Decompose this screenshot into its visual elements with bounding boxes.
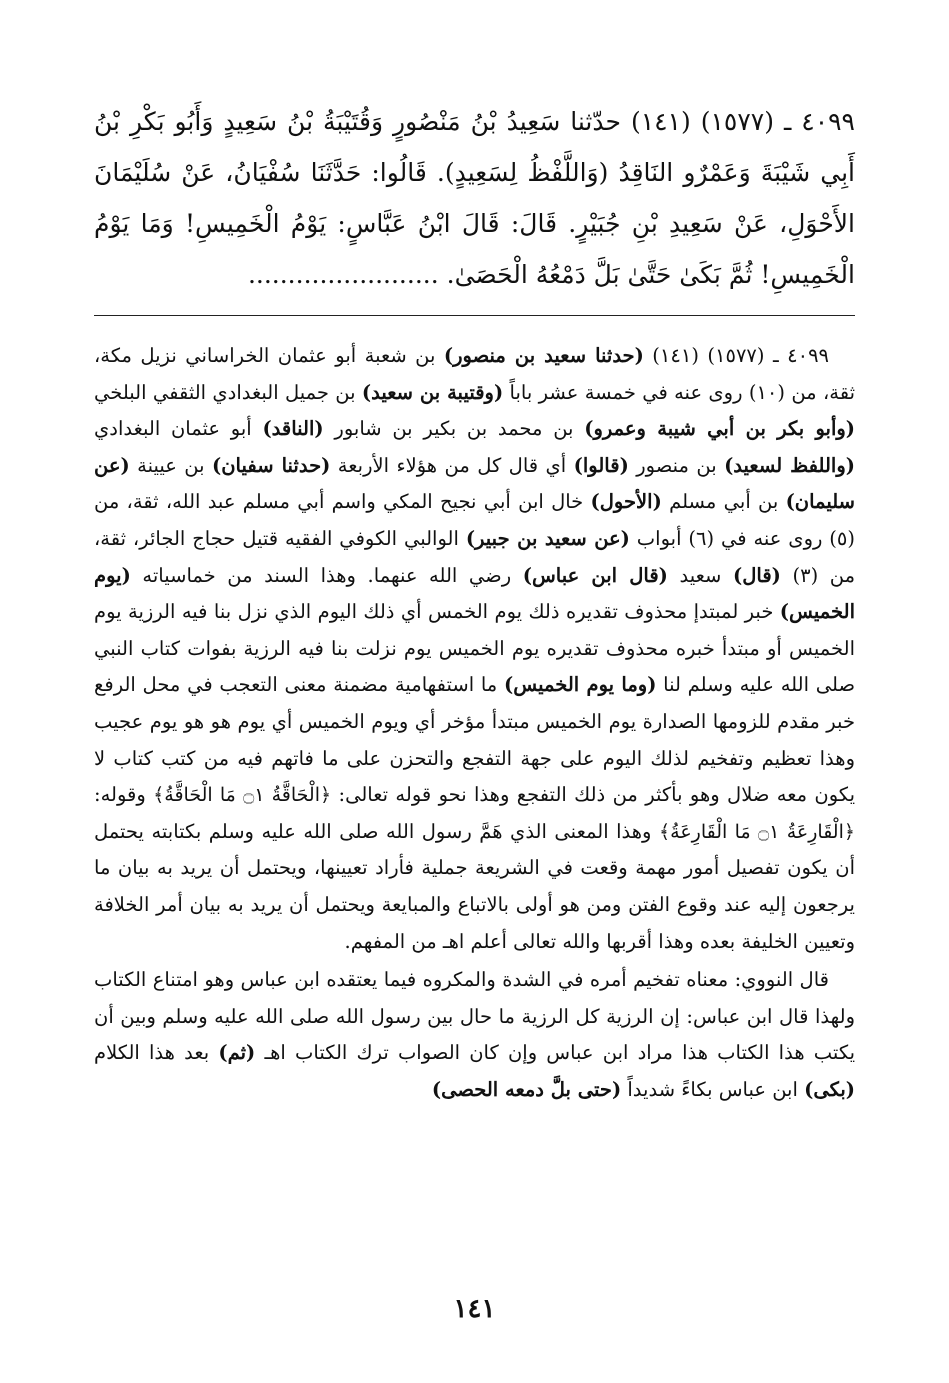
commentary-quote: (ثم) bbox=[218, 1041, 256, 1065]
commentary-segment: خال ابن أبي نجيح المكي واسم أبي مسلم عبد الله، ثقة، من (٥) روى عنه في (٦) أبواب bbox=[94, 490, 855, 550]
commentary-segment: ابن عباس بكاءً شديداً bbox=[627, 1077, 798, 1101]
commentary-segment: خبر لمبتدإ محذوف تقديره ذلك يوم الخمس أي ذلك اليوم الذي نزل بنا فيه الرزية يوم الخميس أو مبتدأ خبره محذوف تقديره يوم الخميس يوم نزلت بنا فيه الرزية بفوات كتاب النبي صلى الله عليه وسلم لنا bbox=[94, 600, 855, 697]
commentary-paragraph bbox=[94, 962, 855, 1108]
quran-verse: ﴿الْحَاقَّةُ ۝١ مَا الْحَاقَّةُ﴾ bbox=[153, 784, 332, 807]
commentary-paragraph bbox=[94, 338, 855, 960]
commentary-quote: (حتى بلَّ دمعه الحصى) bbox=[431, 1077, 622, 1101]
commentary-segment: بن منصور bbox=[636, 453, 717, 477]
commentary-quote: (حدثنا سعيد بن منصور) bbox=[443, 344, 644, 367]
commentary-quote: (وقتيبة بن سعيد) bbox=[361, 380, 504, 404]
commentary-quote: (بكى) bbox=[804, 1077, 855, 1101]
commentary-segment: أبو عثمان البغدادي bbox=[94, 417, 252, 441]
commentary-quote: (عن سعيد بن جبير) bbox=[465, 526, 630, 550]
hadith-paragraph bbox=[94, 96, 855, 300]
commentary-quote: (يوم الخميس) bbox=[94, 563, 855, 624]
commentary-quote: (الناقد) bbox=[262, 417, 324, 441]
footnote-divider bbox=[94, 315, 855, 316]
commentary-quote: (وما يوم الخميس) bbox=[503, 673, 657, 697]
commentary-segment: وقوله: bbox=[94, 783, 146, 807]
hadith-text-block bbox=[94, 96, 855, 300]
hadith-ellipsis: ........................ bbox=[247, 260, 439, 289]
commentary-segment: قال النووي: معناه تفخيم أمره في الشدة والمكروه فيما يعتقده ابن عباس وهو امتناع الكتاب ولهذا قال ابن عباس: إن الرزية كل الرزية ما حال بين رسول الله صلى الله عليه وسلم وبين أن يكتب هذا الكتاب هذا مراد ابن عباس وإن كان الصواب ترك الكتاب اهـ bbox=[94, 968, 856, 1065]
commentary-segment: بن شعبة أبو عثمان الخراساني نزيل مكة، ثقة، من (١٠) روى عنه في خمسة عشر باباً bbox=[94, 344, 855, 404]
hadith-number: ٤٠٩٩ ـ (١٥٧٧) (١٤١) bbox=[630, 107, 855, 136]
commentary-segment: أي قال كل من هؤلاء الأربعة bbox=[337, 453, 567, 477]
commentary-quote: (قالوا) bbox=[573, 453, 629, 477]
commentary-quote: (حدثنا سفيان) bbox=[212, 453, 331, 477]
commentary-segment: بن جميل البغدادي الثقفي البلخي bbox=[94, 380, 356, 404]
commentary-block bbox=[94, 338, 855, 1108]
commentary-quote: (واللفظ لسعيد) bbox=[724, 453, 855, 477]
commentary-quote: (وأبو بكر بن أبي شيبة وعمرو) bbox=[584, 417, 856, 441]
commentary-segment: ٤٠٩٩ ـ (١٥٧٧) (١٤١) bbox=[652, 344, 830, 367]
quran-verse: ﴿الْقَارِعَةُ ۝١ مَا الْقَارِعَةُ﴾ bbox=[659, 820, 856, 843]
commentary-segment: بن عيينة bbox=[137, 453, 205, 477]
hadith-body: حدّثنا سَعِيدُ بْنُ مَنْصُورٍ وَقُتَيْبَةُ بْنُ سَعِيدٍ وَأَبُو بَكْرِ بْنُ أَبِي شَيْبَةَ وَعَمْرٌو النَاقِدُ (وَاللَّفْظُ لِسَعِيدٍ). قَالُوا: حَدَّثَنَا سُفْيَانُ، عَنْ سُلَيْمَانَ الأَحْوَلِ، عَنْ سَعِيدِ بْنِ جُبَيْرٍ. قَالَ: قَالَ ابْنُ عَبَّاسٍ: يَوْمُ الْخَمِيسِ! وَمَا يَوْمُ الْخَمِيسِ! ثُمَّ بَكَىٰ حَتَّىٰ بَلَّ دَمْعُهُ الْحَصَىٰ. bbox=[94, 107, 855, 289]
commentary-quote: (الأحول) bbox=[590, 490, 662, 514]
commentary-segment: بن أبي مسلم bbox=[669, 490, 779, 514]
commentary-quote: (عن سليمان) bbox=[94, 453, 856, 514]
commentary-segment: رضي الله عنهما. وهذا السند من خماسياته bbox=[142, 563, 512, 587]
commentary-segment: بن محمد بن بكير بن شابور bbox=[334, 417, 574, 441]
commentary-segment: وهذا المعنى الذي هَمَّ رسول الله صلى الله عليه وسلم بكتابته يحتمل أن يكون تفصيل أمور مهمة وقعت في الشريعة جملية فأراد تعيينها، ويحتمل أن يريد به بيان ما يرجعون إليه عند وقوع الفتن ومن هو أولى بالاتباع والمبايعة ويحتمل أن يريد به بيان أمر الخلافة وتعيين الخليفة بعده وهذا أقربها والله تعالى أعلم اهـ من المفهم. bbox=[94, 819, 855, 953]
commentary-segment: بعد هذا الكلام bbox=[94, 1041, 210, 1065]
commentary-segment: ما استفهامية مضمنة معنى التعجب في محل الرفع خبر مقدم للزومها الصدارة يوم الخميس مبتدأ مؤخر أي ويوم الخميس أي يوم هو هو يوم عجيب وهذا تعظيم وتفخيم لذلك اليوم على جهة التفجع والتحزن على ما فاتهم فيه من كتب كتاب لا يكون معه ضلال وهو بأكثر من ذلك التفجع وهذا نحو قوله تعالى: bbox=[94, 673, 856, 807]
commentary-quote: (قال) bbox=[732, 563, 781, 587]
page-number: ١٤١ bbox=[453, 1294, 496, 1324]
commentary-segment: سعيد bbox=[679, 563, 722, 587]
commentary-quote: (قال ابن عباس) bbox=[522, 563, 668, 587]
commentary-segment: الوالبي الكوفي الفقيه قتيل حجاج الجائر، ثقة، من (٣) bbox=[94, 526, 856, 587]
